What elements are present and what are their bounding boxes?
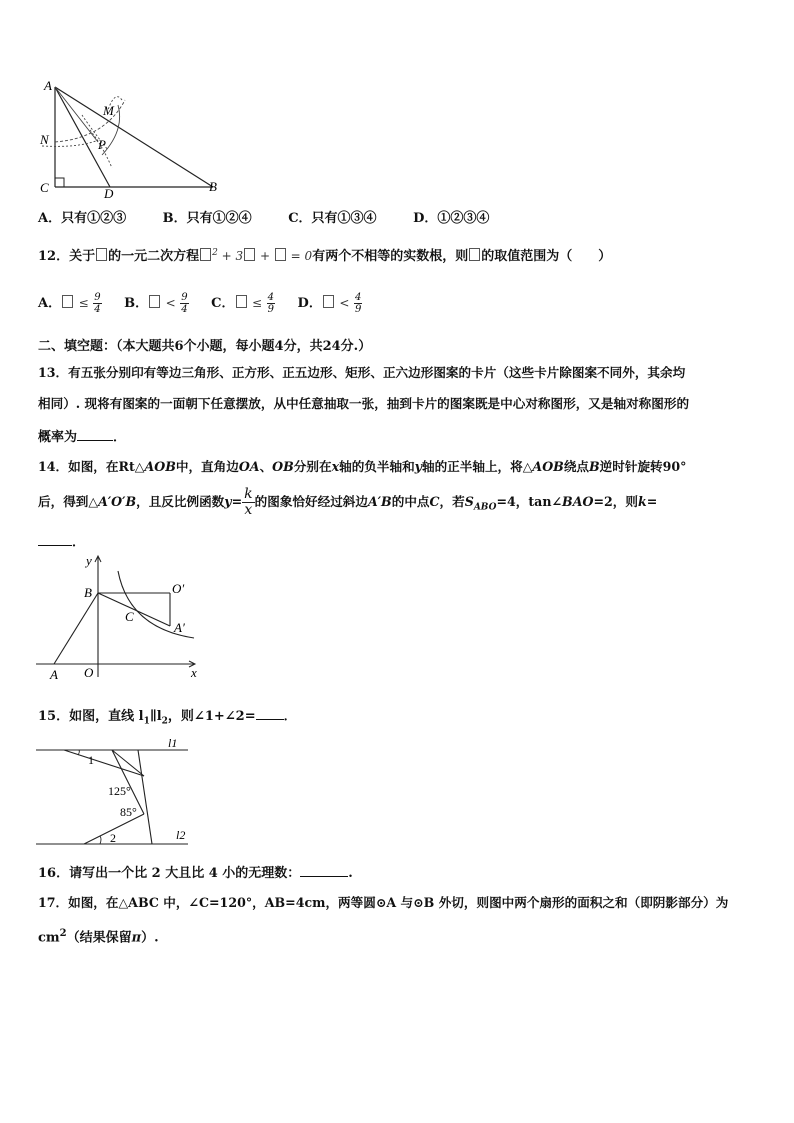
t: ，且反比例函数 — [136, 494, 225, 509]
q11-option-c[interactable] — [288, 211, 376, 226]
t: 16．请写出一个比 2 大且比 4 小的无理数： — [38, 866, 301, 881]
t: S — [464, 494, 474, 509]
q14-line2 — [38, 484, 657, 526]
option-key: B． — [124, 296, 149, 311]
q12-option-b[interactable] — [124, 292, 189, 315]
t: ∥l — [149, 709, 162, 724]
q16-stem — [38, 862, 353, 884]
t: BAO — [562, 494, 594, 509]
label-85: 85° — [120, 805, 137, 819]
t: ，若 — [439, 494, 465, 509]
angle-2-arc — [100, 836, 101, 844]
option-key: A． — [38, 211, 62, 226]
relation: < — [165, 296, 176, 310]
relation: ≤ — [78, 296, 89, 310]
fraction-k-over-x — [242, 487, 254, 518]
label-D: D — [104, 186, 114, 200]
segment-from-l1 — [112, 750, 144, 776]
t: OB — [272, 459, 294, 474]
label-angle-1: 1 — [88, 753, 94, 767]
superscript: 2 — [59, 928, 67, 939]
t: x — [331, 459, 340, 474]
segment-right — [138, 750, 152, 844]
denominator: 4 — [181, 304, 188, 315]
answer-blank[interactable] — [38, 531, 72, 546]
t: C — [429, 494, 440, 509]
fraction — [93, 292, 101, 315]
q17-line1: 17．如图，在△ABC 中，∠C=120°，AB=4cm，两等圆⊙A 与⊙B 外切，则图中两个扇形的面积之和（即阴影部分）为 — [38, 895, 729, 910]
q13-line3 — [38, 426, 126, 448]
q12-options-row — [38, 292, 362, 315]
answer-blank[interactable] — [77, 426, 113, 441]
label-C: C — [125, 609, 134, 624]
placeholder-box — [96, 248, 107, 261]
t: 绕点 — [563, 459, 589, 474]
subscript: ABO — [473, 502, 497, 513]
section-heading: 二、填空题：（本大题共6个小题，每小题4分，共24分.） — [38, 339, 372, 354]
fraction — [267, 292, 275, 315]
label-A: A — [44, 78, 52, 93]
q13-end: ． — [113, 430, 127, 445]
answer-blank[interactable] — [256, 705, 284, 720]
segment-AB — [54, 593, 98, 664]
denominator: 9 — [267, 304, 275, 315]
q12-mid: 的一元二次方程 — [108, 249, 200, 264]
q12-suffix: 有两个不相等的实数根，则 — [312, 249, 469, 264]
q13-line1: 13．有五张分别印有等边三角形、正方形、正五边形、矩形、正六边形图案的卡片（这些卡片除图案不同外，其余均 — [38, 365, 686, 380]
eq-tail3: = 0 — [286, 249, 313, 263]
segment-BA-prime — [98, 593, 170, 626]
label-C: C — [40, 180, 49, 195]
t: B — [589, 459, 600, 474]
t: =4，tan∠ — [496, 494, 563, 509]
option-key: A． — [38, 296, 62, 311]
segment-AB — [55, 87, 213, 187]
t: AOB — [144, 459, 176, 474]
option-text: 只有①②④ — [186, 211, 252, 226]
numerator: k — [244, 486, 253, 502]
q14-line1 — [38, 457, 686, 477]
placeholder-box — [244, 248, 255, 261]
numerator: 4 — [267, 292, 275, 303]
q12-option-d[interactable] — [297, 292, 363, 315]
t: = — [646, 494, 658, 509]
q12-stem — [38, 243, 611, 267]
eq-tail2: + — [256, 249, 274, 263]
t: =2，则 — [593, 494, 638, 509]
q11-options-row — [38, 207, 489, 226]
eq-tail: + 3 — [217, 249, 244, 263]
t: y — [414, 459, 422, 474]
label-x: x — [191, 665, 197, 680]
numerator: 9 — [94, 292, 101, 303]
angle-1-arc — [78, 750, 79, 755]
t: 14．如图，在Rt△ — [38, 459, 145, 474]
label-O-prime: O′ — [172, 581, 185, 596]
label-125: 125° — [108, 784, 131, 798]
relation: < — [339, 296, 350, 310]
placeholder-box — [323, 295, 334, 308]
placeholder-box — [236, 295, 247, 308]
t: 中，直角边 — [175, 459, 239, 474]
t: = — [231, 494, 243, 509]
option-key: C． — [211, 296, 235, 311]
right-angle-mark — [55, 178, 64, 187]
option-text: 只有①②③ — [61, 211, 127, 226]
placeholder-box — [62, 295, 73, 308]
t: 轴的负半轴和 — [339, 459, 415, 474]
label-O: O — [84, 665, 94, 680]
placeholder-box — [200, 248, 211, 261]
q15-parallel-lines-figure — [34, 734, 194, 852]
t: 、 — [259, 459, 273, 474]
segment-top-left — [64, 750, 144, 776]
option-key: B． — [162, 211, 187, 226]
angle-bisector-AP — [55, 87, 98, 142]
t: 的中点 — [391, 494, 430, 509]
t: ）. — [141, 930, 159, 946]
t: . — [348, 866, 353, 881]
subscript: 2 — [161, 716, 168, 727]
relation: ≤ — [252, 296, 263, 310]
fraction — [180, 292, 188, 315]
numerator: 9 — [181, 292, 188, 303]
q12-option-a[interactable] — [38, 292, 102, 315]
label-A: A — [50, 667, 58, 682]
q14-coordinate-figure — [34, 553, 204, 683]
option-text: 只有①③④ — [311, 211, 377, 226]
q12-suffix2: 的取值范围为（ ） — [481, 249, 612, 264]
label-y: y — [86, 553, 92, 568]
q11-option-b[interactable] — [163, 211, 252, 226]
t: 逆时针旋转90° — [599, 459, 687, 474]
q11-option-d[interactable] — [413, 211, 489, 226]
t: AOB — [532, 459, 564, 474]
pi: π — [131, 930, 142, 946]
q12-option-c[interactable] — [211, 292, 275, 315]
label-M: M — [103, 103, 114, 118]
t: ，则∠1+∠2= — [167, 709, 256, 724]
t: A′B — [367, 494, 392, 509]
q11-geometry-figure — [30, 70, 230, 200]
construction-arc-large — [42, 140, 98, 146]
answer-blank[interactable] — [300, 862, 348, 877]
label-angle-2: 2 — [110, 831, 116, 845]
placeholder-box — [149, 295, 160, 308]
q12-prefix: 12．关于 — [38, 249, 96, 264]
t: A′O′B — [98, 494, 137, 509]
option-text: ①②③④ — [437, 211, 490, 226]
fraction — [354, 292, 362, 315]
t: cm — [38, 930, 60, 946]
t: 的图象恰好经过斜边 — [254, 494, 368, 509]
t: 后，得到△ — [38, 494, 99, 509]
t: k — [637, 494, 647, 509]
q17-line2 — [38, 924, 159, 948]
label-N: N — [40, 132, 49, 147]
label-P: P — [98, 137, 106, 152]
t: OA — [238, 459, 260, 474]
denominator: 4 — [94, 304, 101, 315]
eq-sup: 2 — [212, 248, 218, 258]
q15-stem — [38, 705, 297, 732]
t: ． — [283, 709, 297, 724]
denominator: x — [244, 502, 253, 518]
option-key: C． — [288, 211, 312, 226]
numerator: 4 — [354, 292, 362, 303]
label-A-prime: A′ — [174, 620, 185, 635]
placeholder-box — [469, 248, 480, 261]
t: （结果保留 — [66, 930, 132, 946]
label-l1: l1 — [168, 736, 178, 750]
t: 轴的正半轴上，将△ — [421, 459, 533, 474]
subscript: 1 — [143, 716, 150, 727]
q14-end: ． — [72, 535, 86, 550]
t: 分别在 — [293, 459, 332, 474]
q13-line2: 相同）. 现将有图案的一面朝下任意摆放，从中任意抽取一张，抽到卡片的图案既是中心对称图形，又是轴对称图形的 — [38, 396, 690, 411]
denominator: 9 — [354, 304, 362, 315]
q11-option-a[interactable] — [38, 211, 126, 226]
label-B: B — [209, 179, 217, 194]
q12-equation — [199, 243, 312, 266]
t: 15．如图，直线 l — [38, 709, 144, 724]
option-key: D． — [413, 211, 438, 226]
option-key: D． — [297, 296, 322, 311]
label-l2: l2 — [176, 828, 186, 842]
label-B: B — [84, 585, 92, 600]
q13-text: 概率为 — [38, 430, 78, 445]
placeholder-box — [275, 248, 286, 261]
t: y — [224, 494, 232, 509]
q14-line3 — [38, 531, 85, 553]
